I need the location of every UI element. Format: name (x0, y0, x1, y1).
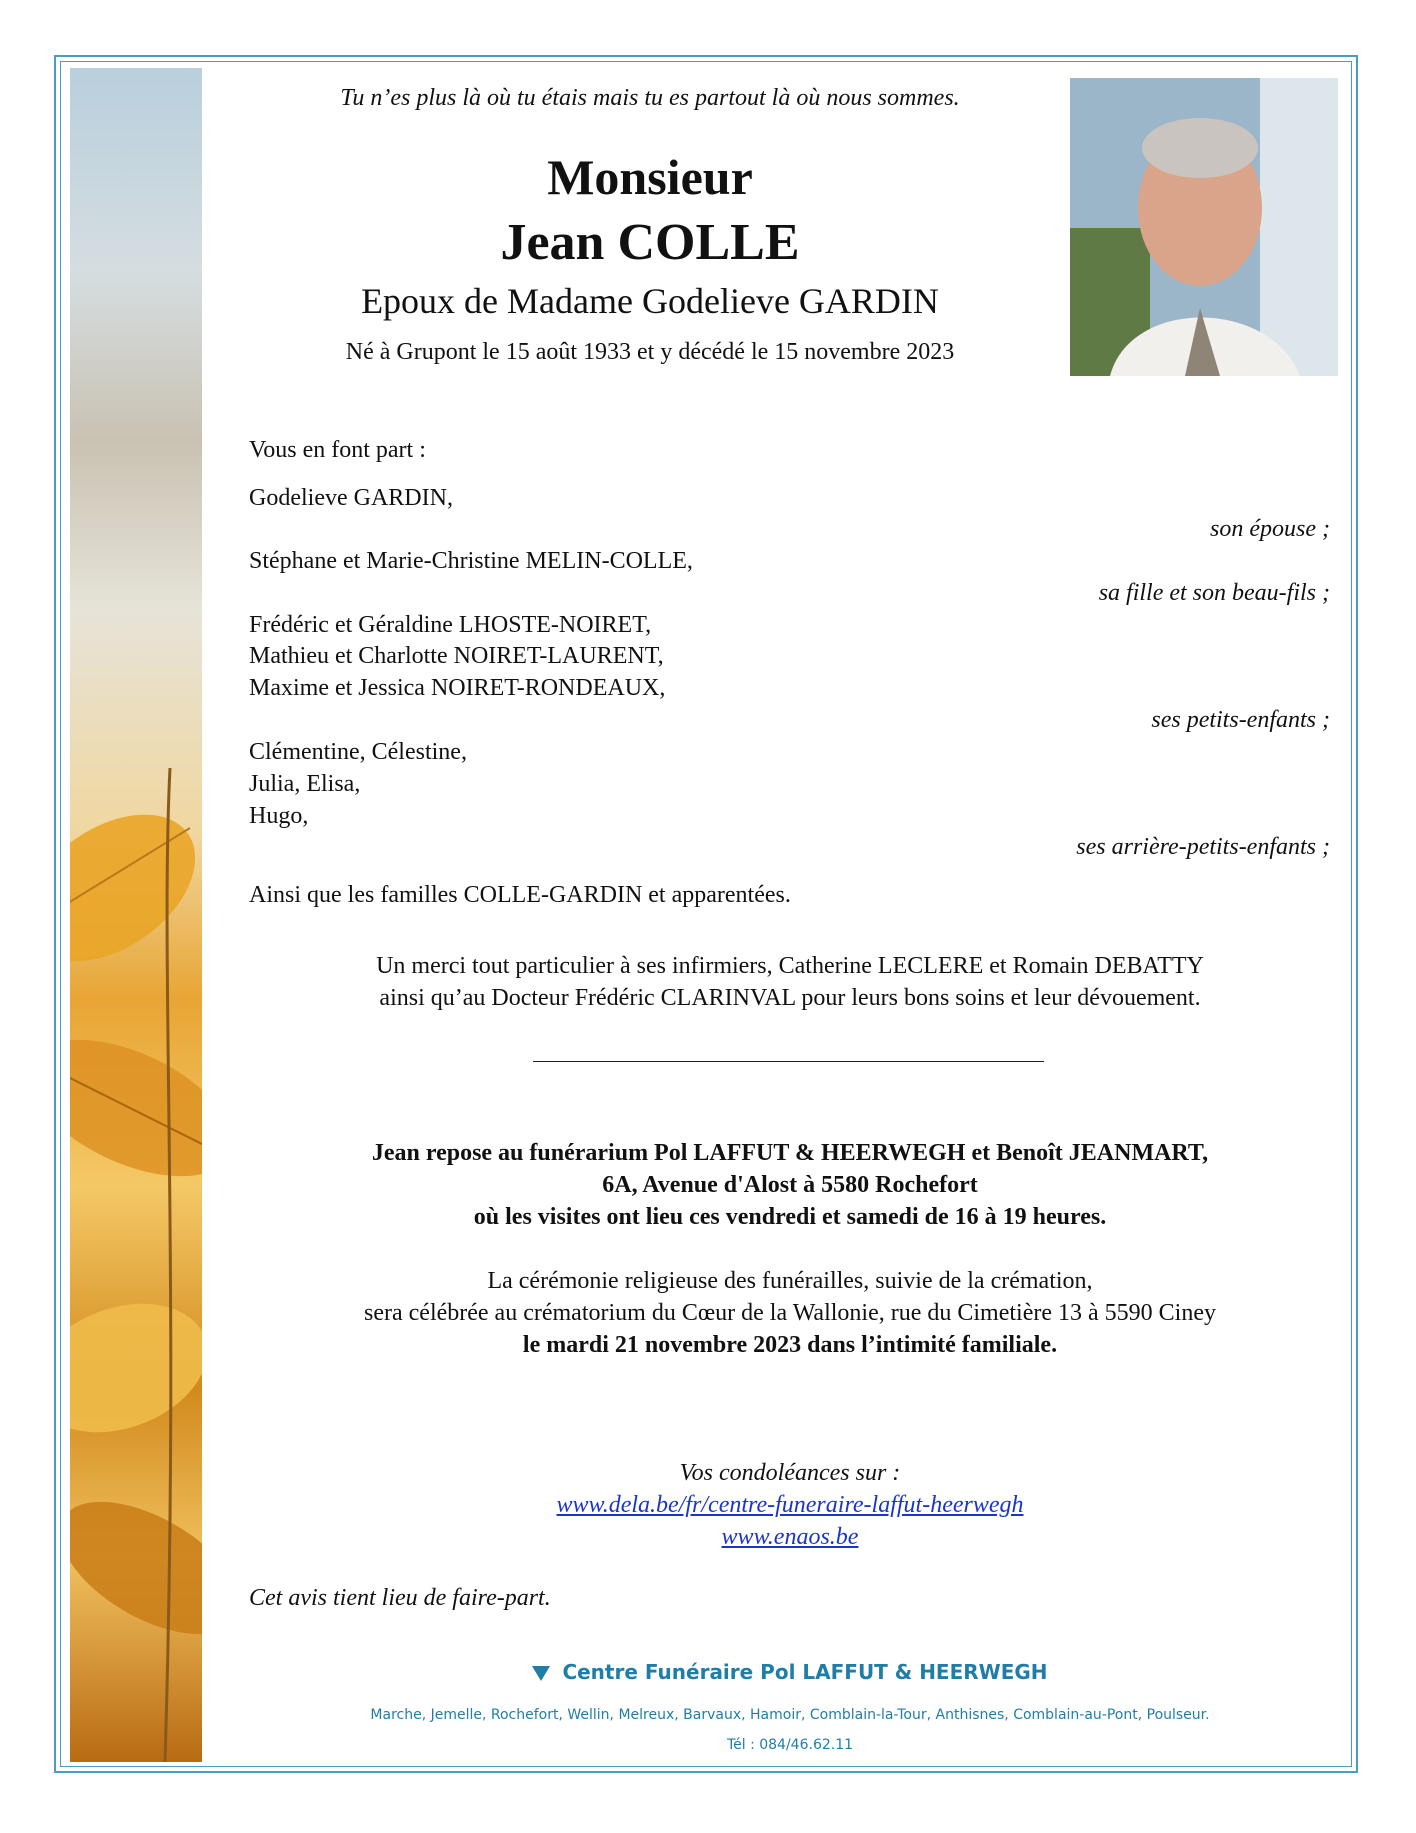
portrait-photo (1070, 78, 1338, 376)
ceremony-date: le mardi 21 novembre 2023 dans l’intimité familiale. (522, 1332, 1058, 1358)
family-relation: son épouse ; (1210, 516, 1330, 542)
thanks-line: Un merci tout particulier à ses infirmiers, Catherine LECLERE et Romain DEBATTY (376, 953, 1204, 979)
family-relation: sa fille et son beau-fils ; (1098, 580, 1330, 606)
birth-death-dates: Né à Grupont le 15 août 1933 et y décédé le 15 novembre 2023 (345, 339, 955, 365)
repose-line: où les visites ont lieu ces vendredi et samedi de 16 à 19 heures. (473, 1204, 1107, 1230)
family-line: Stéphane et Marie-Christine MELIN-COLLE, (249, 548, 693, 574)
ceremony-line: La cérémonie religieuse des funérailles, suivie de la crémation, (487, 1268, 1093, 1294)
notice-line: Cet avis tient lieu de faire-part. (249, 1585, 551, 1611)
separator-line (533, 1061, 1044, 1062)
family-relation: ses arrière-petits-enfants ; (1076, 834, 1330, 860)
funeral-center-label: Centre Funéraire Pol LAFFUT & HEERWEGH (562, 1660, 1048, 1684)
condolences-link-dela[interactable]: www.dela.be/fr/centre-funeraire-laffut-heerwegh (556, 1492, 1024, 1518)
family-line: Maxime et Jessica NOIRET-RONDEAUX, (249, 675, 666, 701)
memorial-quote: Tu n’es plus là où tu étais mais tu es partout là où nous sommes. (340, 85, 960, 111)
extended-family-line: Ainsi que les familles COLLE-GARDIN et apparentées. (249, 882, 791, 908)
family-line: Clémentine, Célestine, (249, 739, 467, 765)
family-line: Julia, Elisa, (249, 771, 361, 797)
deceased-civility: Monsieur (547, 149, 753, 205)
family-line: Mathieu et Charlotte NOIRET-LAURENT, (249, 643, 664, 669)
autumn-leaves-strip (70, 68, 202, 1762)
family-line: Godelieve GARDIN, (249, 485, 453, 511)
announcement-intro: Vous en font part : (249, 437, 426, 463)
repose-line: Jean repose au funérarium Pol LAFFUT & HEERWEGH et Benoît JEANMART, (371, 1140, 1209, 1166)
family-relation: ses petits-enfants ; (1151, 707, 1330, 733)
repose-line: 6A, Avenue d'Alost à 5580 Rochefort (602, 1172, 978, 1198)
funeral-center-name (300, 1660, 1280, 1684)
condolences-label: Vos condoléances sur : (679, 1460, 901, 1486)
funeral-center-towns: Marche, Jemelle, Rochefort, Wellin, Melreux, Barvaux, Hamoir, Comblain-la-Tour, Anthisnes, Comblain-au-Pont, Poulseur. (370, 1707, 1210, 1723)
family-line: Frédéric et Géraldine LHOSTE-NOIRET, (249, 612, 652, 638)
condolences-block (300, 1457, 1280, 1553)
thanks-line: ainsi qu’au Docteur Frédéric CLARINVAL pour leurs bons soins et leur dévouement. (379, 985, 1201, 1011)
deceased-name: Jean COLLE (500, 214, 800, 271)
triangle-down-icon (532, 1666, 550, 1681)
ceremony-line: sera célébrée au crématorium du Cœur de la Wallonie, rue du Cimetière 13 à 5590 Ciney (364, 1300, 1216, 1326)
spouse-line: Epoux de Madame Godelieve GARDIN (361, 281, 939, 321)
thanks-paragraph (250, 950, 1330, 1014)
family-line: Hugo, (249, 803, 309, 829)
funeral-center-phone: Tél : 084/46.62.11 (726, 1737, 854, 1753)
condolences-link-enaos[interactable]: www.enaos.be (721, 1524, 859, 1550)
funeral-home-info (250, 1137, 1330, 1233)
ceremony-info (250, 1265, 1330, 1361)
